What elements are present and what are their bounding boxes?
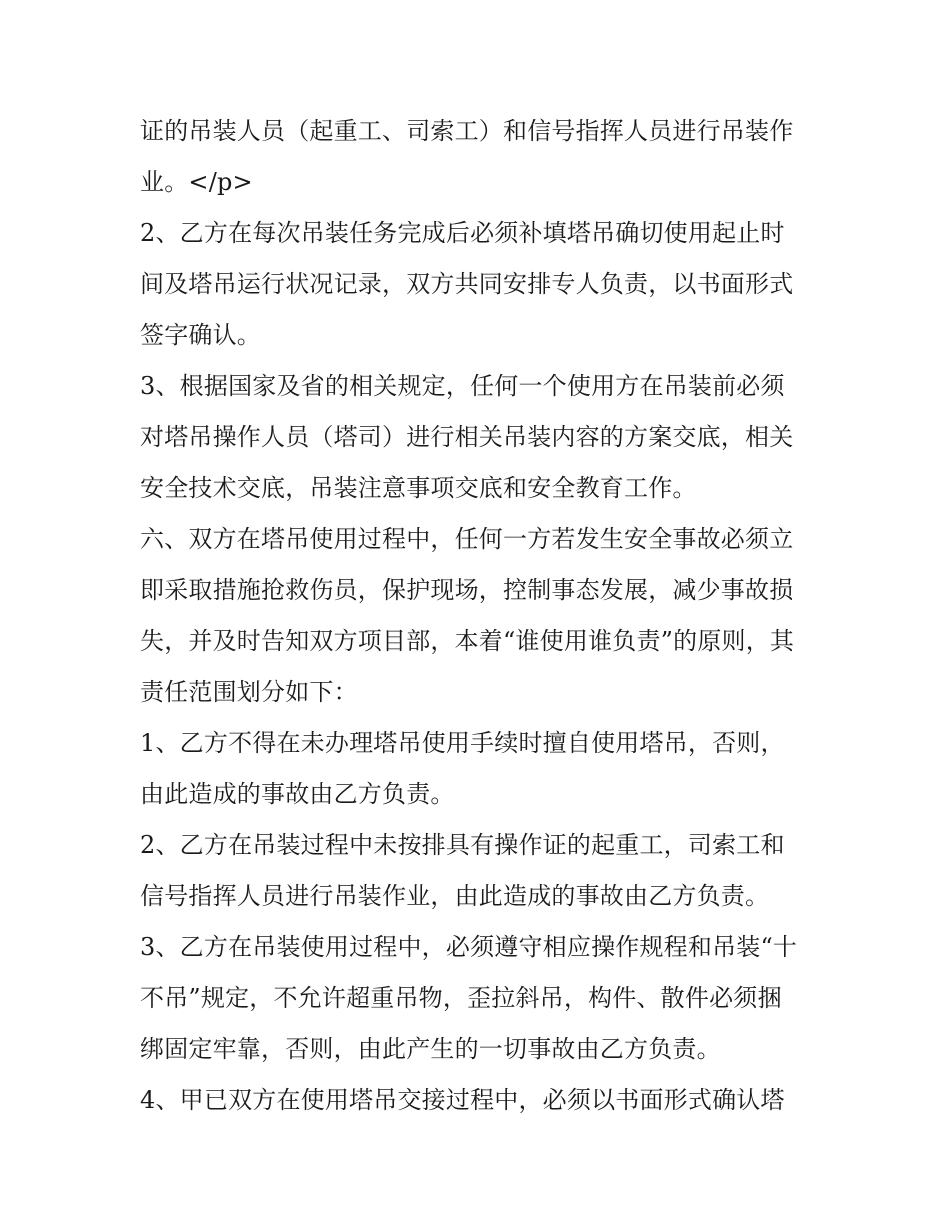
- paragraph-item-4-handover: [140, 1075, 820, 1126]
- text-line: 六、双方在塔吊使用过程中，任何一方若发生安全事故必须立: [140, 525, 794, 553]
- paragraph-item-2-record: [140, 208, 820, 361]
- text-line: 2、乙方在每次吊装任务完成后必须补填塔吊确切使用起止时: [140, 219, 785, 247]
- text-line: 由此造成的事故由乙方负责。: [140, 780, 455, 808]
- text-line: 即采取措施抢救伤员，保护现场，控制事态发展，减少事故损: [140, 576, 794, 604]
- text-line: 业。</p>: [140, 168, 253, 196]
- text-line: 证的吊装人员（起重工、司索工）和信号指挥人员进行吊装作: [140, 117, 794, 145]
- text-line: 不吊”规定，不允许超重吊物，歪拉斜吊，构件、散件必须捆: [140, 984, 782, 1012]
- text-line: 责任范围划分如下：: [140, 678, 358, 706]
- paragraph-section-six: [140, 514, 820, 718]
- paragraph-item-2-staffing: [140, 820, 820, 922]
- paragraph-item-1-procedure: [140, 718, 820, 820]
- text-line: 1、乙方不得在未办理塔吊使用手续时擅自使用塔吊，否则，: [140, 729, 785, 757]
- text-line: 间及塔吊运行状况记录，双方共同安排专人负责，以书面形式: [140, 270, 794, 298]
- text-line: 3、根据国家及省的相关规定，任何一个使用方在吊装前必须: [140, 372, 785, 400]
- paragraph-continuation: [140, 106, 820, 208]
- text-line: 失，并及时告知双方项目部，本着“谁使用谁负责”的原则，其: [140, 627, 795, 655]
- text-line: 签字确认。: [140, 321, 261, 349]
- text-line: 对塔吊操作人员（塔司）进行相关吊装内容的方案交底，相关: [140, 423, 794, 451]
- text-line: 3、乙方在吊装使用过程中，必须遵守相应操作规程和吊装“十: [140, 933, 798, 961]
- text-line: 绑固定牢靠，否则，由此产生的一切事故由乙方负责。: [140, 1035, 721, 1063]
- document-body: [140, 106, 820, 1126]
- text-line: 4、甲已双方在使用塔吊交接过程中，必须以书面形式确认塔: [140, 1086, 785, 1114]
- paragraph-item-3-briefing: [140, 361, 820, 514]
- text-line: 2、乙方在吊装过程中未按排具有操作证的起重工，司索工和: [140, 831, 785, 859]
- text-line: 信号指挥人员进行吊装作业，由此造成的事故由乙方负责。: [140, 882, 770, 910]
- paragraph-item-3-rules: [140, 922, 820, 1075]
- text-line: 安全技术交底，吊装注意事项交底和安全教育工作。: [140, 474, 697, 502]
